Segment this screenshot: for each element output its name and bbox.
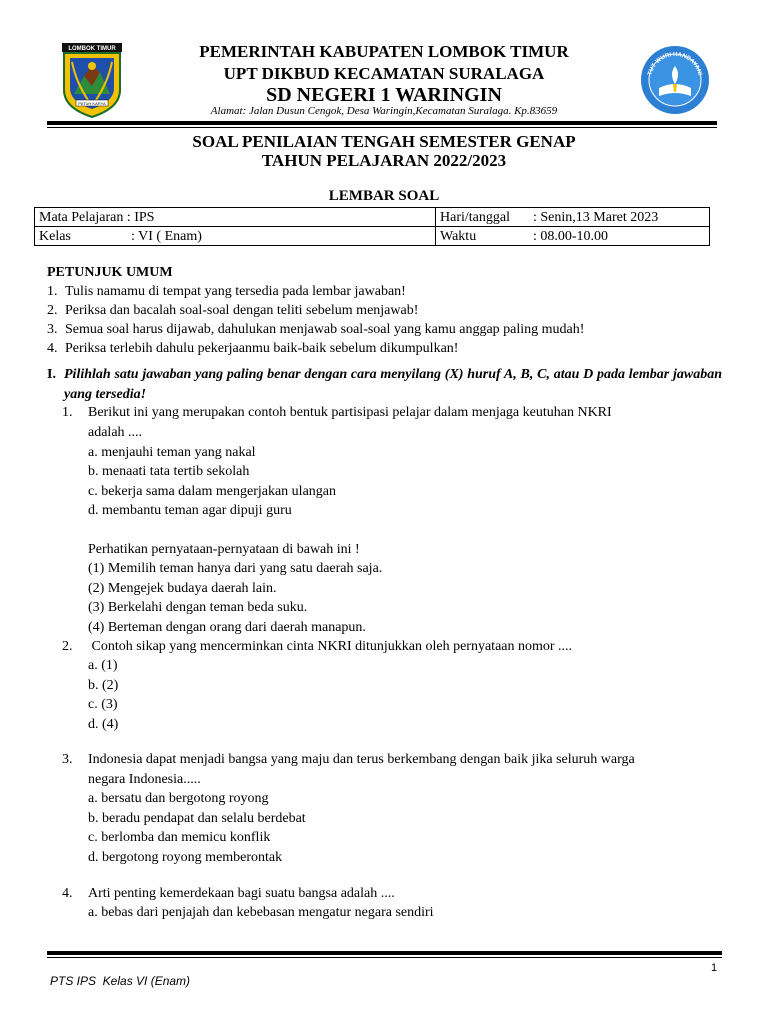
option-a: a. (1) — [88, 658, 118, 673]
page-number: 1 — [711, 962, 718, 974]
question-text-cont: adalah .... — [88, 425, 143, 440]
sheet-title: LEMBAR SOAL — [328, 188, 440, 204]
section-text: Pilihlah satu jawaban yang paling benar dengan cara menyilang (X) huruf A, B, C, atau D pada lembar jawaban yang tersedia! — [64, 367, 722, 402]
option-d: d. bergotong royong memberontak — [88, 850, 283, 865]
header-divider-thick — [47, 121, 717, 125]
question-text: Contoh sikap yang mencerminkan cinta NKRI ditunjukkan oleh pernyataan nomor .... — [88, 639, 573, 654]
header-divider-thin — [47, 127, 717, 128]
footer-label: PTS IPS Kelas VI (Enam) — [50, 974, 191, 988]
government-heading: PEMERINTAH KABUPATEN LOMBOK TIMUR — [199, 42, 569, 61]
statement-4: (4) Berteman dengan orang dari daerah manapun. — [88, 620, 366, 635]
question-text: Berikut ini yang merupakan contoh bentuk partisipasi pelajar dalam menjaga keutuhan NKRI — [88, 405, 612, 420]
date-cell — [436, 208, 710, 227]
time-label: Waktu — [440, 228, 477, 244]
info-row — [35, 227, 710, 246]
option-b: b. (2) — [88, 678, 119, 693]
question-3 — [0, 750, 768, 870]
question-number: 1. — [62, 405, 73, 420]
option-a: a. bersatu dan bergotong royong — [88, 791, 269, 806]
logo-right-label: TUT WURI HANDAYANI — [647, 51, 703, 77]
logo-left-label: LOMBOK TIMUR — [68, 46, 116, 52]
option-a: a. menjauhi teman yang nakal — [88, 445, 256, 460]
option-c: c. (3) — [88, 697, 118, 712]
statement-2: (2) Mengejek budaya daerah lain. — [88, 581, 277, 596]
statement-1: (1) Memilih teman hanya dari yang satu daerah saja. — [88, 561, 383, 576]
class-value: : VI ( Enam) — [131, 228, 202, 244]
option-b: b. menaati tata tertib sekolah — [88, 464, 250, 479]
class-label: Kelas — [39, 228, 71, 244]
statement-3: (3) Berkelahi dengan teman beda suku. — [88, 600, 308, 615]
statement-block — [0, 540, 768, 640]
academic-year: TAHUN PELAJARAN 2022/2023 — [261, 151, 507, 170]
question-text-cont: negara Indonesia..... — [88, 772, 201, 787]
question-text: Arti penting kemerdekaan bagi suatu bangsa adalah .... — [88, 886, 395, 901]
day-value: : Senin,13 Maret 2023 — [533, 209, 659, 225]
class-cell — [35, 227, 436, 246]
question-4 — [0, 884, 768, 924]
footer-divider-thick — [47, 951, 722, 955]
list-item: 1. Tulis namamu di tempat yang tersedia pada lembar jawaban! — [47, 284, 406, 299]
section-number: I. — [47, 367, 56, 382]
school-name: SD NEGERI 1 WARINGIN — [266, 84, 502, 106]
option-d: d. (4) — [88, 717, 119, 732]
list-item: 2. Periksa dan bacalah soal-soal dengan teliti sebelum menjawab! — [47, 303, 419, 318]
time-value: : 08.00-10.00 — [533, 228, 609, 244]
question-number: 3. — [62, 752, 73, 767]
option-a: a. bebas dari penjajah dan kebebasan mengatur negara sendiri — [88, 905, 434, 920]
subject-cell: Mata Pelajaran : IPS — [35, 208, 436, 227]
question-1 — [0, 403, 768, 523]
list-item: 4. Periksa terlebih dahulu pekerjaanmu baik-baik sebelum dikumpulkan! — [47, 341, 459, 356]
info-row — [35, 208, 710, 227]
option-c: c. berlomba dan memicu konflik — [88, 830, 271, 845]
day-label: Hari/tanggal — [440, 209, 510, 225]
option-c: c. bekerja sama dalam mengerjakan ulangan — [88, 484, 336, 499]
exam-info-table — [34, 207, 710, 246]
question-number: 2. — [62, 639, 73, 654]
exam-title: SOAL PENILAIAN TENGAH SEMESTER GENAP — [192, 132, 576, 151]
footer-divider-thin — [47, 957, 722, 958]
section-instruction — [47, 365, 722, 405]
instructions-title: PETUNJUK UMUM — [47, 265, 173, 280]
upt-heading: UPT DIKBUD KECAMATAN SURALAGA — [223, 64, 545, 83]
question-text: Indonesia dapat menjadi bangsa yang maju dan terus berkembang dengan baik jika seluruh warga — [88, 752, 635, 767]
time-cell — [436, 227, 710, 246]
school-address: Alamat: Jalan Dusun Cengok, Desa Waringin,Kecamatan Suralaga. Kp.83659 — [210, 105, 558, 117]
list-item: 3. Semua soal harus dijawab, dahulukan menjawab soal-soal yang kamu anggap paling mudah! — [47, 322, 585, 337]
statement-intro: Perhatikan pernyataan-pernyataan di bawah ini ! — [88, 542, 360, 557]
option-b: b. beradu pendapat dan selalu berdebat — [88, 811, 306, 826]
question-2 — [0, 637, 768, 737]
logo-left-motto: PATUH KARYA — [78, 101, 106, 106]
question-number: 4. — [62, 886, 73, 901]
instructions-list — [47, 282, 584, 358]
option-d: d. membantu teman agar dipuji guru — [88, 503, 292, 518]
